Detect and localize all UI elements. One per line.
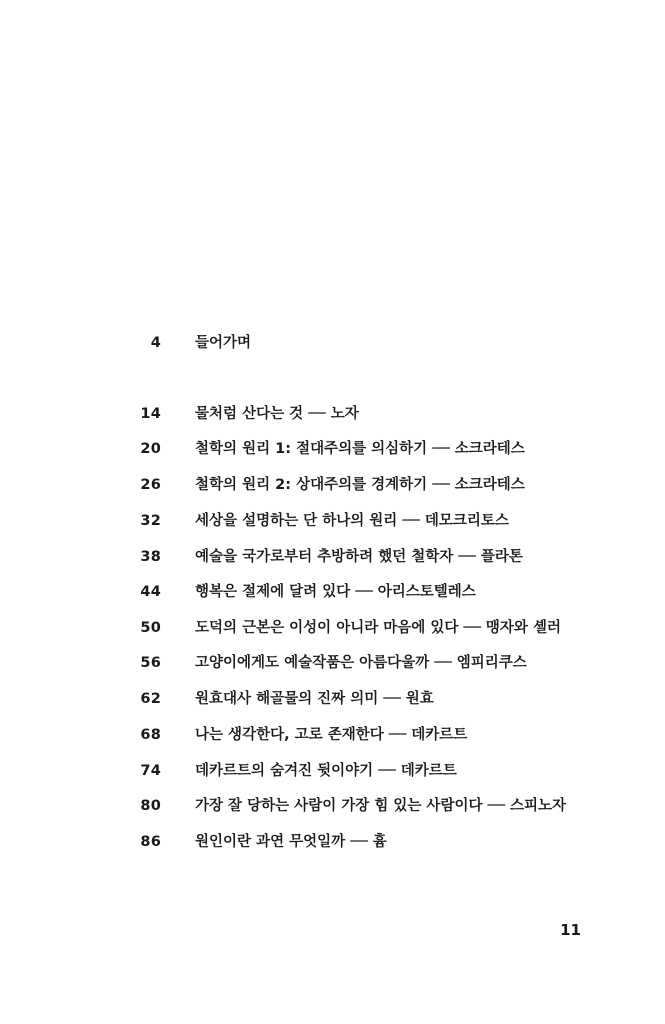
toc-page-number: 50 <box>140 620 161 636</box>
toc-page-number: 68 <box>140 727 161 743</box>
page-number: 11 <box>560 921 581 939</box>
toc-entry <box>0 723 665 747</box>
toc-title: 데카르트의 숨겨진 뒷이야기 ── 데카르트 <box>195 763 457 779</box>
toc-page-number: 4 <box>150 335 161 351</box>
toc-title: 원효대사 해골물의 진짜 의미 ── 원효 <box>195 691 434 707</box>
toc-entry <box>0 687 665 711</box>
toc-entry <box>0 759 665 783</box>
toc-entry <box>0 545 665 569</box>
toc-title: 가장 잘 당하는 사람이 가장 힘 있는 사람이다 ── 스피노자 <box>195 798 567 814</box>
toc-page-number: 44 <box>140 584 161 600</box>
toc-entry-intro <box>0 331 665 355</box>
toc-page-number: 80 <box>140 798 161 814</box>
toc-page-number: 14 <box>140 406 161 422</box>
toc-entry <box>0 473 665 497</box>
toc-title: 고양이에게도 예술작품은 아름다울까 ── 엠피리쿠스 <box>195 655 527 671</box>
toc-title: 예술을 국가로부터 추방하려 했던 철학자 ── 플라톤 <box>195 549 523 565</box>
toc-page-number: 20 <box>140 441 161 457</box>
toc-entry <box>0 616 665 640</box>
toc-page-number: 62 <box>140 691 161 707</box>
toc-entry <box>0 580 665 604</box>
toc-entry <box>0 509 665 533</box>
toc-entry <box>0 830 665 854</box>
toc-title: 물처럼 산다는 것 ── 노자 <box>195 406 359 422</box>
toc-page-number: 38 <box>140 549 161 565</box>
toc-entry <box>0 437 665 461</box>
toc-title: 원인이란 과연 무엇일까 ── 흄 <box>195 834 387 850</box>
toc-page-number: 74 <box>140 763 161 779</box>
toc-page-number: 56 <box>140 655 161 671</box>
toc-title: 나는 생각한다, 고로 존재한다 ── 데카르트 <box>195 727 468 743</box>
toc-page-number: 86 <box>140 834 161 850</box>
toc-title: 들어가며 <box>195 335 252 351</box>
toc-entry <box>0 402 665 426</box>
toc-title: 철학의 원리 1: 절대주의를 의심하기 ── 소크라테스 <box>195 441 525 457</box>
toc-title: 세상을 설명하는 단 하나의 원리 ── 데모크리토스 <box>195 513 509 529</box>
toc-title: 행복은 절제에 달려 있다 ── 아리스토텔레스 <box>195 584 476 600</box>
toc-page-number: 26 <box>140 477 161 493</box>
toc-title: 철학의 원리 2: 상대주의를 경계하기 ── 소크라테스 <box>195 477 525 493</box>
toc-entry <box>0 794 665 818</box>
toc-entry <box>0 651 665 675</box>
toc-title: 도덕의 근본은 이성이 아니라 마음에 있다 ── 맹자와 셸러 <box>195 620 561 636</box>
toc-page-number: 32 <box>140 513 161 529</box>
